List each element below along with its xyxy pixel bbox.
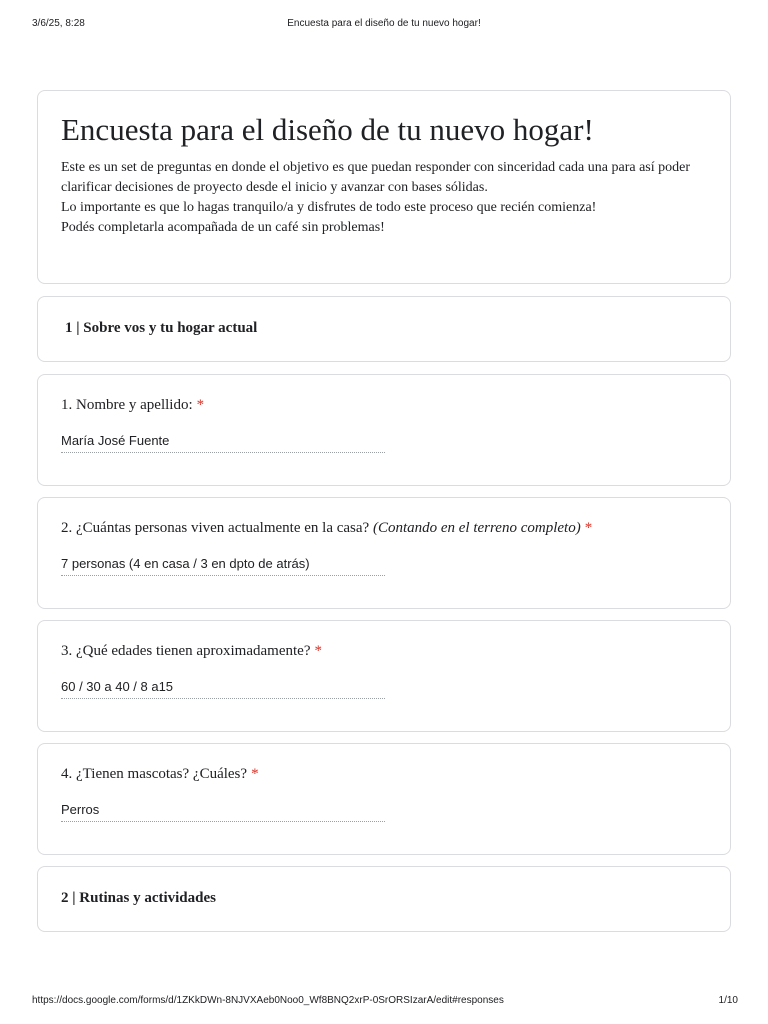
- answer-field[interactable]: Perros: [61, 801, 385, 822]
- question-text: [61, 643, 322, 660]
- question-card-2: [37, 497, 731, 609]
- answer-field[interactable]: 7 personas (4 en casa / 3 en dpto de atrás): [61, 555, 385, 576]
- question-text: [61, 397, 204, 414]
- question-label: 1. Nombre y apellido:: [61, 397, 193, 413]
- question-label: 2. ¿Cuántas personas viven actualmente en la casa?: [61, 520, 370, 536]
- question-card-1: [37, 374, 731, 486]
- form-description-line: Lo importante es que lo hagas tranquilo/a y disfrutes de todo este proceso que recién comienza!: [61, 200, 597, 215]
- question-label: 4. ¿Tienen mascotas? ¿Cuáles?: [61, 766, 248, 782]
- section-header-2: [37, 866, 731, 932]
- question-card-4: [37, 743, 731, 855]
- form-header-card: [37, 90, 731, 284]
- question-note: (Contando en el terreno completo): [372, 520, 581, 536]
- question-text: [61, 520, 592, 537]
- required-marker: *: [314, 643, 322, 659]
- form-title: Encuesta para el diseño de tu nuevo hogar!: [61, 112, 594, 147]
- question-label: 3. ¿Qué edades tienen aproximadamente?: [61, 643, 311, 659]
- form-description-line: Podés completarla acompañada de un café sin problemas!: [61, 220, 385, 235]
- section-header-1: [37, 296, 731, 362]
- answer-field[interactable]: María José Fuente: [61, 432, 385, 453]
- question-card-3: [37, 620, 731, 732]
- print-title: Encuesta para el diseño de tu nuevo hogar!: [287, 18, 481, 29]
- form-description: [61, 158, 721, 238]
- required-marker: *: [251, 766, 259, 782]
- section-title: 2 | Rutinas y actividades: [61, 890, 216, 906]
- print-header: [0, 18, 768, 32]
- page-number: 1/10: [718, 995, 738, 1006]
- print-footer: [0, 995, 768, 1009]
- question-text: [61, 766, 259, 783]
- print-datetime: 3/6/25, 8:28: [32, 18, 85, 29]
- form-description-line: Este es un set de preguntas en donde el objetivo es que puedan responder con sinceridad cada una para así poder clarificar decisiones de proyecto desde el inicio y avanzar con bases sólidas.: [61, 160, 690, 195]
- required-marker: *: [196, 397, 205, 413]
- answer-field[interactable]: 60 / 30 a 40 / 8 a15: [61, 678, 385, 699]
- page-url: https://docs.google.com/forms/d/1ZKkDWn-8NJVXAeb0Noo0_Wf8BNQ2xrP-0SrORSIzarA/edit#responses: [32, 995, 504, 1006]
- required-marker: *: [584, 520, 593, 536]
- section-title: 1 | Sobre vos y tu hogar actual: [65, 320, 258, 336]
